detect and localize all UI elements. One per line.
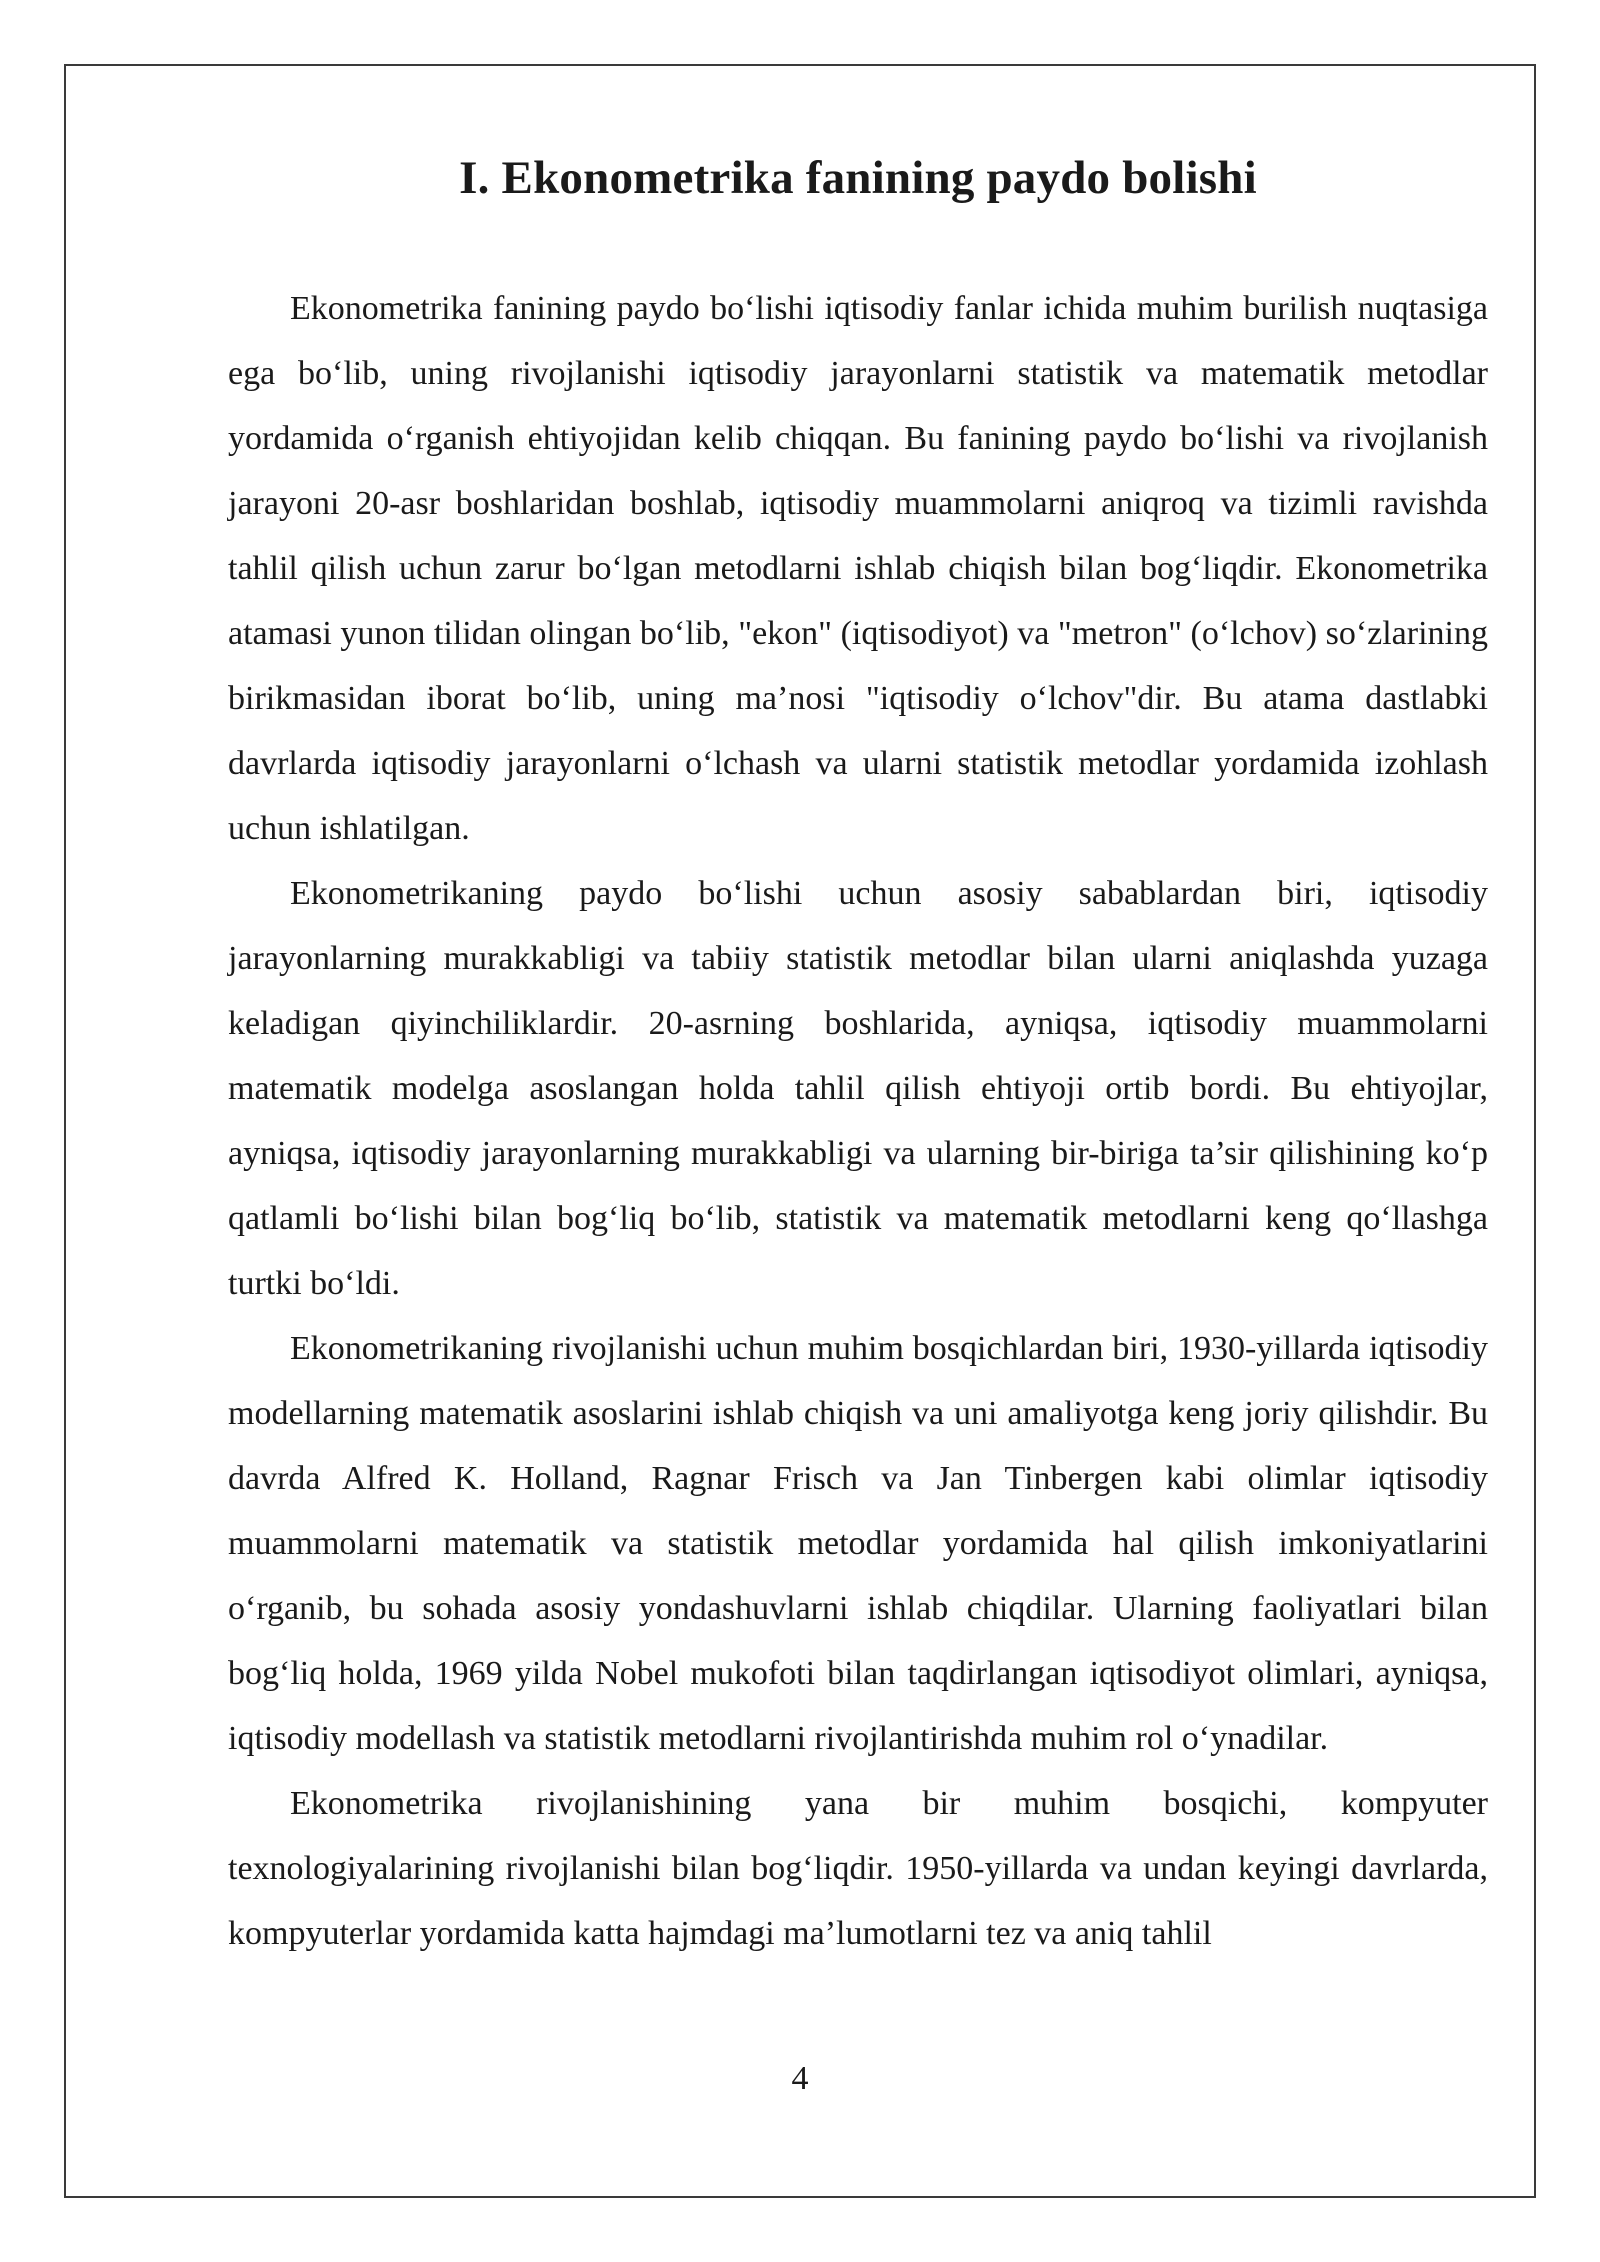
paragraph-1: Ekonometrika fanining paydo bo‘lishi iqtisodiy fanlar ichida muhim burilish nuqtasiga ega bo‘lib, uning rivojlanishi iqtisodiy jarayonlarni statistik va matematik metodlar yordamida o‘rganish ehtiyojidan kelib chiqqan. Bu fanining paydo bo‘lishi va rivojlanish jarayoni 20-asr boshlaridan boshlab, iqtisodiy muammolarni aniqroq va tizimli ravishda tahlil qilish uchun zarur bo‘lgan metodlarni ishlab chiqish bilan bog‘liqdir. Ekonometrika atamasi yunon tilidan olingan bo‘lib, "ekon" (iqtisodiyot) va "metron" (o‘lchov) so‘zlarining birikmasidan iborat bo‘lib, uning ma’nosi "iqtisodiy o‘lchov"dir. Bu atama dastlabki davrlarda iqtisodiy jarayonlarni o‘lchash va ularni statistik metodlar yordamida izohlash uchun ishlatilgan. — [228, 290, 1488, 848]
paragraph-2: Ekonometrikaning paydo bo‘lishi uchun asosiy sabablardan biri, iqtisodiy jarayonlarning murakkabligi va tabiiy statistik metodlar bilan ularni aniqlashda yuzaga keladigan qiyinchiliklardir. 20-asrning boshlarida, ayniqsa, iqtisodiy muammolarni matematik modelga asoslangan holda tahlil qilish ehtiyoji ortib bordi. Bu ehtiyojlar, ayniqsa, iqtisodiy jarayonlarning murakkabligi va ularning bir-biriga ta’sir qilishining ko‘p qatlamli bo‘lishi bilan bog‘liq bo‘lib, statistik va matematik metodlarni keng qo‘llashga turtki bo‘ldi. — [228, 875, 1488, 1303]
document-body — [228, 150, 1488, 1966]
page-title: I. Ekonometrika fanining paydo bolishi — [459, 152, 1257, 204]
page-number: 4 — [791, 2060, 809, 2097]
paragraph-4: Ekonometrika rivojlanishining yana bir muhim bosqichi, kompyuter texnologiyalarining rivojlanishi bilan bog‘liqdir. 1950-yillarda va undan keyingi davrlarda, kompyuterlar yordamida katta hajmdagi ma’lumotlarni tez va aniq tahlil — [228, 1785, 1488, 1953]
paragraph-3: Ekonometrikaning rivojlanishi uchun muhim bosqichlardan biri, 1930-yillarda iqtisodiy modellarning matematik asoslarini ishlab chiqish va uni amaliyotga keng joriy qilishdir. Bu davrda Alfred K. Holland, Ragnar Frisch va Jan Tinbergen kabi olimlar iqtisodiy muammolarni matematik va statistik metodlar yordamida hal qilish imkoniyatlarini o‘rganib, bu sohada asosiy yondashuvlarni ishlab chiqdilar. Ularning faoliyatlari bilan bog‘liq holda, 1969 yilda Nobel mukofoti bilan taqdirlangan iqtisodiyot olimlari, ayniqsa, iqtisodiy modellash va statistik metodlarni rivojlantirishda muhim rol o‘ynadilar. — [228, 1330, 1488, 1758]
